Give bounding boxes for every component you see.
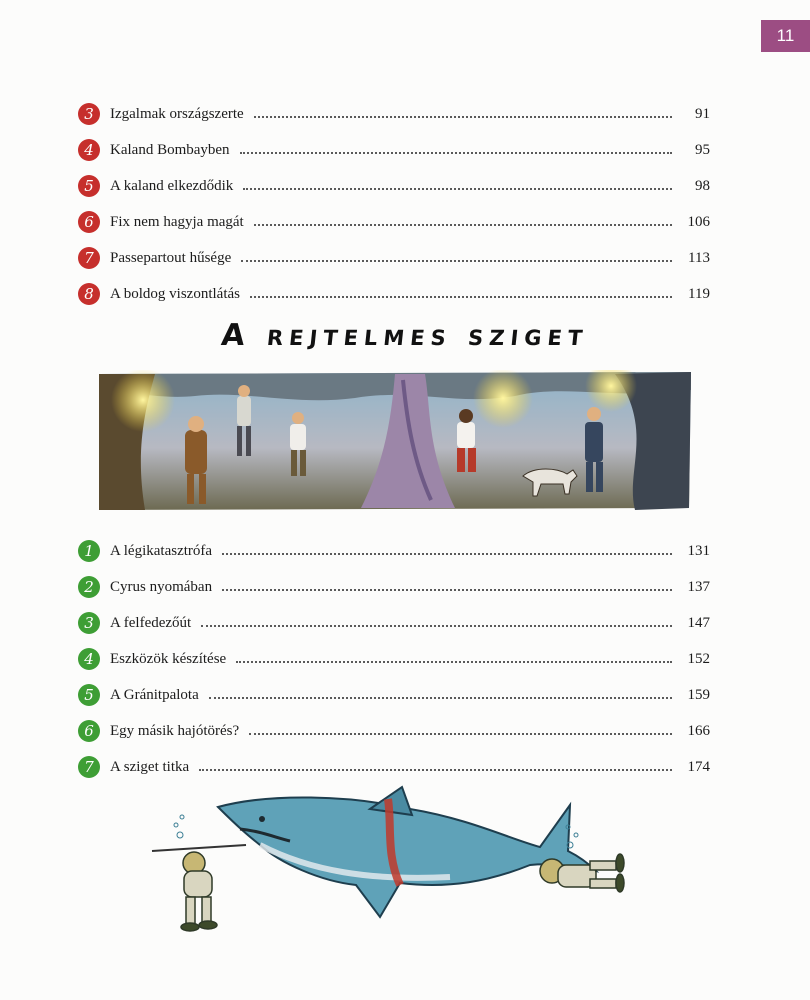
chapter-title: A boldog viszontlátás bbox=[110, 285, 240, 302]
toc-entry[interactable] bbox=[78, 96, 710, 132]
toc-entry[interactable] bbox=[78, 240, 710, 276]
chapter-number-badge: 5 bbox=[78, 175, 100, 197]
chapter-number-badge: 5 bbox=[78, 684, 100, 706]
page-number-tab: 11 bbox=[761, 20, 810, 52]
dot-leader bbox=[199, 759, 672, 771]
chapter-title: A Gránitpalota bbox=[110, 686, 199, 703]
chapter-number-badge: 3 bbox=[78, 103, 100, 125]
chapter-page-number: 98 bbox=[695, 177, 710, 194]
cave-explorers-illustration bbox=[95, 370, 695, 512]
chapter-page-number: 159 bbox=[687, 686, 710, 703]
chapter-title: Egy másik hajótörés? bbox=[110, 722, 240, 739]
chapter-page-number: 166 bbox=[687, 722, 710, 739]
chapter-page-number: 147 bbox=[687, 614, 710, 631]
chapter-number-badge: 4 bbox=[78, 648, 100, 670]
dot-leader bbox=[236, 651, 672, 663]
chapter-page-number: 137 bbox=[687, 578, 710, 595]
chapter-number-badge: 4 bbox=[78, 139, 100, 161]
chapter-title: Fix nem hagyja magát bbox=[110, 213, 244, 230]
chapter-page-number: 91 bbox=[695, 105, 710, 122]
chapter-page-number: 95 bbox=[695, 141, 710, 158]
dot-leader bbox=[222, 579, 672, 591]
chapter-page-number: 119 bbox=[688, 285, 710, 302]
toc-entry[interactable] bbox=[78, 168, 710, 204]
chapter-page-number: 106 bbox=[687, 213, 710, 230]
chapter-title: Kaland Bombayben bbox=[110, 141, 230, 158]
chapter-number-badge: 7 bbox=[78, 247, 100, 269]
toc-list-part1 bbox=[78, 96, 710, 312]
toc-entry[interactable] bbox=[78, 641, 710, 677]
dot-leader bbox=[201, 615, 672, 627]
chapter-title: Izgalmak országszerte bbox=[110, 105, 244, 122]
dot-leader bbox=[254, 214, 672, 226]
dot-leader bbox=[240, 142, 672, 154]
toc-entry[interactable] bbox=[78, 713, 710, 749]
toc-entry[interactable] bbox=[78, 569, 710, 605]
dot-leader bbox=[250, 286, 672, 298]
dot-leader bbox=[209, 687, 672, 699]
chapter-page-number: 113 bbox=[688, 249, 710, 266]
toc-entry[interactable] bbox=[78, 204, 710, 240]
chapter-title: Cyrus nyomában bbox=[110, 578, 213, 595]
toc-list-part2 bbox=[78, 533, 710, 785]
chapter-number-badge: 1 bbox=[78, 540, 100, 562]
chapter-number-badge: 6 bbox=[78, 720, 100, 742]
chapter-number-badge: 3 bbox=[78, 612, 100, 634]
chapter-title: A felfedezőút bbox=[110, 614, 192, 631]
shark-divers-illustration bbox=[150, 785, 630, 935]
dot-leader bbox=[249, 723, 672, 735]
toc-entry[interactable] bbox=[78, 677, 710, 713]
chapter-number-badge: 6 bbox=[78, 211, 100, 233]
toc-entry[interactable] bbox=[78, 132, 710, 168]
chapter-page-number: 152 bbox=[687, 650, 710, 667]
section-title: A rejtelmes sziget bbox=[219, 318, 591, 353]
dot-leader bbox=[241, 250, 672, 262]
chapter-number-badge: 7 bbox=[78, 756, 100, 778]
chapter-number-badge: 8 bbox=[78, 283, 100, 305]
chapter-page-number: 174 bbox=[687, 758, 710, 775]
chapter-title: A sziget titka bbox=[110, 758, 190, 775]
chapter-title: A légikatasztrófa bbox=[110, 542, 213, 559]
dot-leader bbox=[254, 106, 672, 118]
chapter-title: Passepartout hűsége bbox=[110, 249, 232, 266]
toc-entry[interactable] bbox=[78, 533, 710, 569]
toc-entry[interactable] bbox=[78, 749, 710, 785]
chapter-title: A kaland elkezdődik bbox=[110, 177, 234, 194]
chapter-number-badge: 2 bbox=[78, 576, 100, 598]
dot-leader bbox=[222, 543, 672, 555]
toc-entry[interactable] bbox=[78, 276, 710, 312]
dot-leader bbox=[243, 178, 672, 190]
toc-entry[interactable] bbox=[78, 605, 710, 641]
chapter-title: Eszközök készítése bbox=[110, 650, 227, 667]
chapter-page-number: 131 bbox=[687, 542, 710, 559]
